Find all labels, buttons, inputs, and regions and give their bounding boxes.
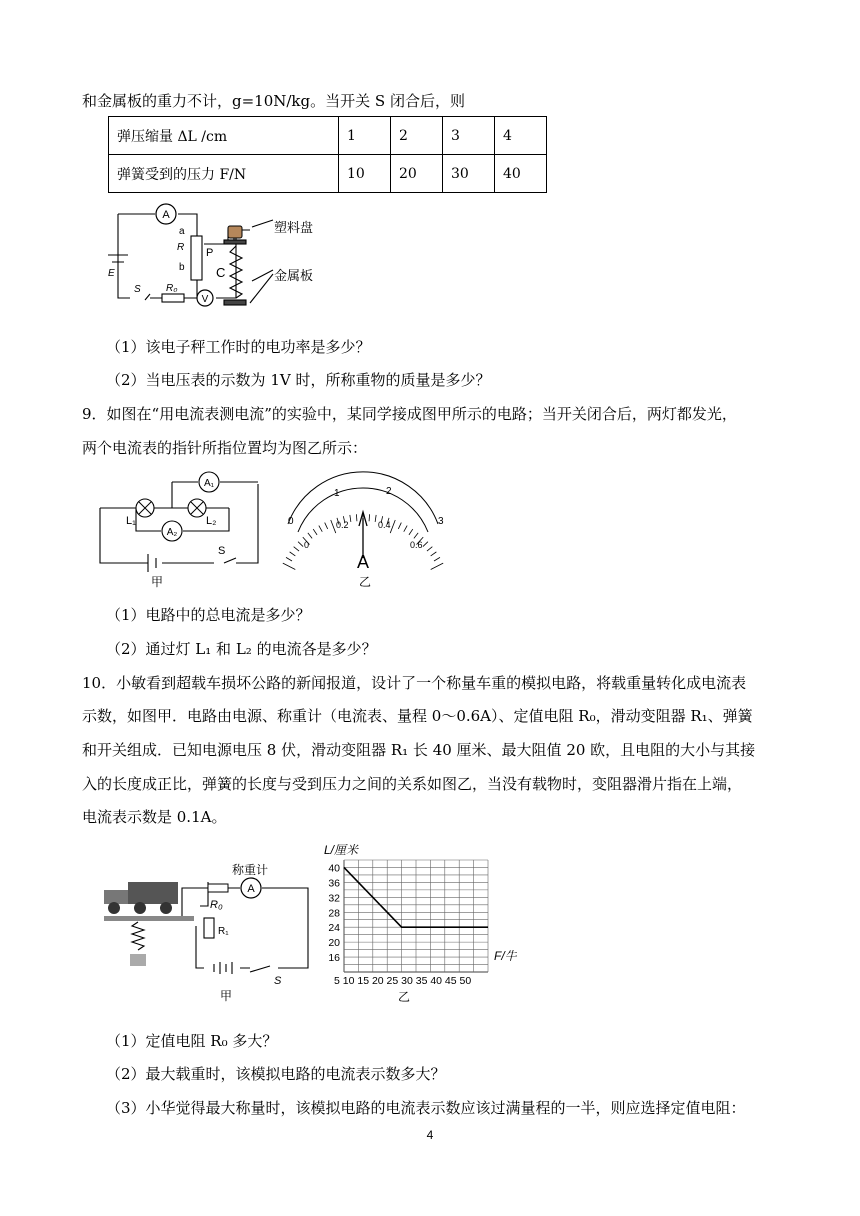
meter-tick — [423, 542, 428, 547]
spring-length-chart — [320, 838, 530, 988]
plastic-plate-label: 塑料盘 — [274, 220, 314, 235]
slider-p-label: P — [206, 247, 214, 259]
meter-bottom-label: 0.4 — [378, 520, 391, 530]
resistor-r1-label: R₁ — [218, 926, 229, 937]
scale-circuit-figure — [100, 200, 340, 318]
intro-line: 和金属板的重力不计，g=10N/kg。当开关 S 闭合后，则 — [82, 92, 465, 110]
table-row — [109, 155, 547, 193]
question-10-text-1: 10．小敏看到超载车损坏公路的新闻报道，设计了一个称量车重的模拟电路，将载重量转化成电流表 — [82, 674, 747, 692]
question-10-3: （3）小华觉得最大称量时，该模拟电路的电流表示数应该过满量程的一半，则应选择定值电阻： — [106, 1099, 746, 1117]
voltmeter-label: V — [201, 294, 209, 305]
figure-yi-label: 乙 — [359, 575, 372, 589]
lamp-l2-label: L₂ — [206, 515, 217, 527]
ammeter-label: A — [247, 883, 255, 895]
meter-tick — [325, 523, 328, 529]
figure-jia-label: 甲 — [220, 989, 233, 1003]
table-cell: 2 — [391, 117, 443, 155]
weight-meter-label: 称重计 — [232, 863, 269, 877]
meter-tick — [286, 557, 292, 561]
meter-top-label: 0 — [288, 516, 294, 527]
ammeter-circuit-figure — [96, 466, 456, 590]
meter-tick — [294, 547, 299, 551]
question-9-text-2: 两个电流表的指针所指位置均为图乙所示： — [82, 439, 368, 457]
table-cell: 30 — [443, 155, 495, 193]
meter-bottom-label: 0.6 — [410, 540, 423, 550]
meter-tick — [375, 515, 376, 522]
spring-c-label: C — [216, 265, 226, 280]
terminal-a-label: a — [179, 226, 185, 237]
question-9-text-1: 9．如图在“用电流表测电流”的实验中，某同学接成图甲所示的电路；当开关闭合后，两灯都发光， — [82, 405, 737, 423]
meter-top-label: 1 — [334, 488, 340, 499]
y-tick-label: 28 — [328, 907, 340, 920]
question-9-1: （1）电路中的总电流是多少？ — [106, 606, 311, 624]
figure-yi-caption: 乙 — [398, 990, 411, 1004]
meter-tick — [298, 542, 303, 547]
meter-top-label: 3 — [438, 516, 444, 527]
table-header-cell: 弹簧受到的压力 F/N — [109, 155, 339, 193]
question-10-1: （1）定值电阻 R₀ 多大？ — [106, 1032, 278, 1050]
y-tick-label: 32 — [328, 892, 340, 905]
meter-unit-label: A — [357, 552, 370, 572]
y-tick-label: 16 — [328, 952, 340, 965]
resistor-r0-label: R₀ — [210, 899, 223, 911]
meter-tick — [313, 529, 317, 535]
spring-table — [108, 116, 547, 193]
question-8-2: （2）当电压表的示数为 1V 时，所称重物的质量是多少？ — [106, 371, 491, 389]
page-number: 4 — [426, 1128, 434, 1142]
table-cell: 40 — [495, 155, 547, 193]
meter-tick — [283, 563, 295, 569]
switch-s-label: S — [134, 284, 141, 295]
resistor-r-label: R — [177, 242, 185, 253]
x-tick-labels: 5 10 15 20 25 30 35 40 45 50 — [334, 975, 472, 987]
meter-bottom-label: 0 — [304, 540, 310, 550]
table-cell: 3 — [443, 117, 495, 155]
meter-tick — [414, 533, 418, 539]
truck-scale-figure — [100, 860, 320, 1010]
table-header-cell: 弹压缩量 ΔL /cm — [109, 117, 339, 155]
meter-tick — [290, 552, 296, 556]
table-cell: 1 — [339, 117, 391, 155]
metal-plate-label: 金属板 — [274, 268, 314, 283]
meter-tick — [404, 526, 407, 532]
meter-tick — [369, 514, 370, 521]
y-tick-label: 40 — [328, 862, 340, 875]
y-tick-label: 36 — [328, 877, 340, 890]
meter-tick — [331, 520, 336, 533]
question-10-2: （2）最大载重时，该模拟电路的电流表示数多大？ — [106, 1065, 446, 1083]
figure-jia-label: 甲 — [151, 575, 164, 589]
meter-tick — [431, 563, 443, 569]
meter-bottom-label: 0.2 — [336, 520, 349, 530]
battery-e-label: E — [108, 268, 115, 279]
meter-tick — [431, 552, 437, 556]
switch-s-label: S — [274, 975, 282, 987]
y-tick-label: 20 — [328, 937, 340, 950]
meter-tick — [434, 557, 440, 561]
meter-tick — [350, 515, 351, 522]
lamp-l1-label: L₁ — [126, 515, 136, 527]
question-10-text-2: 示数，如图甲．电路由电源、称重计（电流表、量程 0～0.6A）、定值电阻 R₀，滑动变阻器 R₁、弹簧 — [82, 707, 753, 725]
terminal-b-label: b — [179, 262, 185, 273]
table-cell: 10 — [339, 155, 391, 193]
meter-tick — [390, 520, 395, 533]
switch-s-label: S — [218, 545, 226, 557]
table-cell: 4 — [495, 117, 547, 155]
resistor-r0-label: R₀ — [166, 283, 178, 294]
meter-tick — [356, 514, 357, 521]
y-tick-label: 24 — [328, 922, 340, 935]
ammeter-a1-label: A₁ — [203, 478, 215, 489]
meter-tick — [409, 529, 413, 535]
meter-tick — [308, 533, 312, 539]
ammeter-a2-label: A₂ — [166, 527, 178, 538]
question-10-text-5: 电流表示数是 0.1A。 — [82, 808, 227, 826]
table-cell: 20 — [391, 155, 443, 193]
meter-tick — [427, 547, 432, 551]
question-8-1: （1）该电子秤工作时的电功率是多少？ — [106, 338, 371, 356]
meter-tick — [319, 526, 322, 532]
question-9-2: （2）通过灯 L₁ 和 L₂ 的电流各是多少？ — [106, 640, 377, 658]
meter-tick — [398, 523, 401, 529]
x-axis-label: F/牛 — [494, 949, 517, 963]
meter-top-label: 2 — [386, 486, 392, 497]
question-10-text-4: 入的长度成正比，弹簧的长度与受到压力之间的关系如图乙，当没有载物时，变阻器滑片指在上端， — [82, 775, 743, 793]
y-axis-label: L/厘米 — [324, 843, 359, 857]
table-row — [109, 117, 547, 155]
ammeter-label: A — [162, 209, 170, 221]
question-10-text-3: 和开关组成．已知电源电压 8 伏，滑动变阻器 R₁ 长 40 厘米、最大阻值 20 欧，且电阻的大小与其接 — [82, 741, 756, 759]
